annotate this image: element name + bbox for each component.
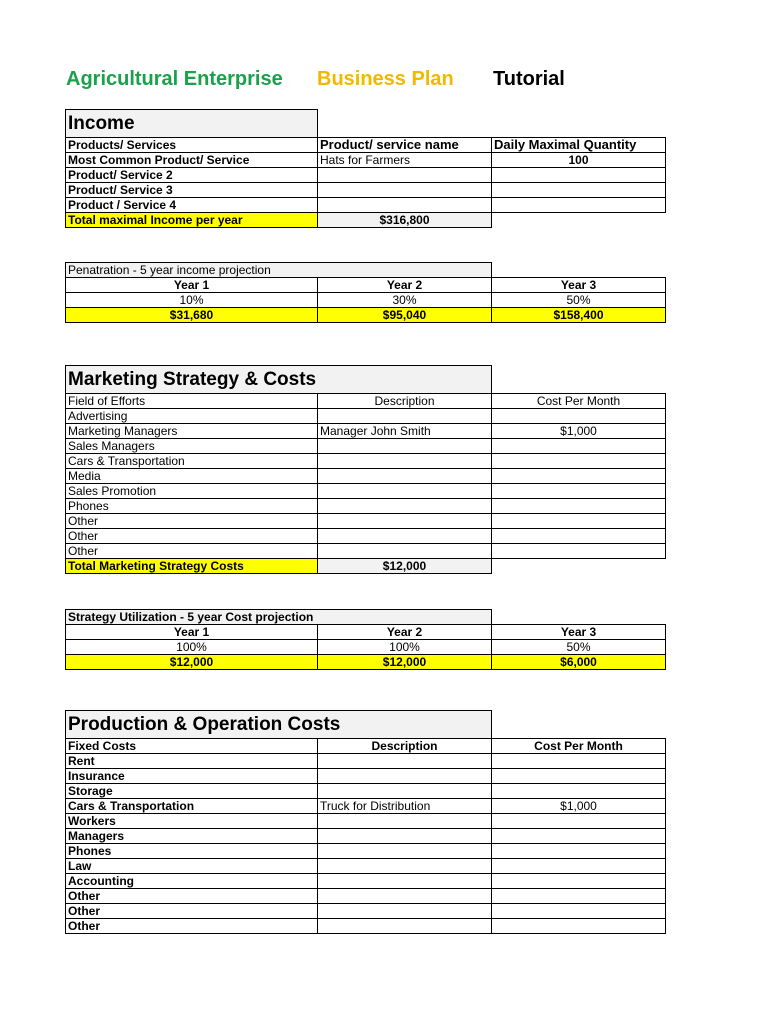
income-label-cell: Product/ Service 2 [66,168,318,183]
marketing-label-cell: Advertising [66,409,318,424]
production-cost-cell[interactable] [492,859,666,874]
marketing-desc-cell[interactable] [318,439,492,454]
marketing-cost-cell[interactable] [492,499,666,514]
production-heading: Production & Operation Costs [66,711,492,739]
marketing-row [66,544,666,559]
production-label-cell: Other [66,904,318,919]
production-label-cell: Managers [66,829,318,844]
production-row [66,754,666,769]
year-label: Year 1 [66,278,318,293]
marketing-table [65,365,666,574]
production-cost-cell[interactable] [492,754,666,769]
production-label-cell: Storage [66,784,318,799]
production-label-cell: Other [66,919,318,934]
production-row [66,904,666,919]
marketing-desc-cell[interactable] [318,499,492,514]
production-cost-cell[interactable] [492,769,666,784]
marketing-rows [66,409,666,559]
income-name-cell[interactable] [318,168,492,183]
production-row [66,829,666,844]
marketing-desc-cell[interactable] [318,409,492,424]
production-cost-cell[interactable] [492,784,666,799]
year-label: Year 3 [492,625,666,640]
production-label-cell: Workers [66,814,318,829]
marketing-label-cell: Cars & Transportation [66,454,318,469]
marketing-col-header: Field of Efforts [66,394,318,409]
marketing-desc-cell[interactable] [318,484,492,499]
amount-cell: $95,040 [318,308,492,323]
production-row [66,799,666,814]
year-label: Year 2 [318,278,492,293]
marketing-label-cell: Marketing Managers [66,424,318,439]
income-qty-cell[interactable]: 100 [492,153,666,168]
production-desc-cell[interactable] [318,754,492,769]
title-agricultural-enterprise: Agricultural Enterprise [66,68,283,90]
production-desc-cell[interactable] [318,904,492,919]
percent-cell[interactable]: 50% [492,293,666,308]
production-desc-cell[interactable] [318,814,492,829]
production-label-cell: Rent [66,754,318,769]
marketing-label-cell: Other [66,514,318,529]
marketing-label-cell: Sales Promotion [66,484,318,499]
income-rows [66,153,666,213]
production-desc-cell[interactable] [318,889,492,904]
production-table [65,710,666,934]
production-cost-cell[interactable] [492,889,666,904]
income-col-header: Daily Maximal Quantity [492,138,666,153]
production-cost-cell[interactable] [492,874,666,889]
income-row [66,198,666,213]
production-label-cell: Insurance [66,769,318,784]
production-desc-cell[interactable] [318,784,492,799]
production-label-cell: Phones [66,844,318,859]
production-row [66,784,666,799]
income-heading: Income [66,110,318,138]
marketing-row [66,424,666,439]
marketing-total-label: Total Marketing Strategy Costs [66,559,318,574]
penetration-table [65,262,666,323]
utilization-heading: Strategy Utilization - 5 year Cost projection [66,610,492,625]
percent-cell[interactable]: 100% [66,640,318,655]
marketing-label-cell: Other [66,529,318,544]
income-col-header: Products/ Services [66,138,318,153]
income-total-value[interactable]: $316,800 [318,213,492,228]
marketing-cost-cell[interactable] [492,484,666,499]
marketing-row [66,409,666,424]
marketing-desc-cell[interactable] [318,544,492,559]
income-name-cell[interactable] [318,183,492,198]
production-cost-cell[interactable]: $1,000 [492,799,666,814]
marketing-cost-cell[interactable] [492,439,666,454]
marketing-cost-cell[interactable] [492,544,666,559]
penetration-heading: Penatration - 5 year income projection [66,263,492,278]
utilization-table [65,609,666,670]
marketing-row [66,484,666,499]
production-row [66,889,666,904]
marketing-row [66,514,666,529]
marketing-cost-cell[interactable]: $1,000 [492,424,666,439]
production-col-header: Description [318,739,492,754]
marketing-cost-cell[interactable] [492,514,666,529]
marketing-label-cell: Phones [66,499,318,514]
production-cost-cell[interactable] [492,814,666,829]
year-label: Year 1 [66,625,318,640]
income-total-label: Total maximal Income per year [66,213,318,228]
marketing-desc-cell[interactable] [318,454,492,469]
production-row [66,859,666,874]
year-label: Year 2 [318,625,492,640]
marketing-cost-cell[interactable] [492,454,666,469]
income-row [66,168,666,183]
percent-cell[interactable]: 100% [318,640,492,655]
production-col-header: Fixed Costs [66,739,318,754]
marketing-col-header: Cost Per Month [492,394,666,409]
production-desc-cell[interactable] [318,769,492,784]
income-row [66,153,666,168]
production-rows [66,754,666,934]
production-cost-cell[interactable] [492,844,666,859]
marketing-row [66,454,666,469]
production-desc-cell[interactable] [318,859,492,874]
income-qty-cell[interactable] [492,198,666,213]
year-label: Year 3 [492,278,666,293]
income-col-header: Product/ service name [318,138,492,153]
amount-cell: $6,000 [492,655,666,670]
marketing-desc-cell[interactable] [318,469,492,484]
income-name-cell[interactable] [318,198,492,213]
production-row [66,919,666,934]
production-desc-cell[interactable]: Truck for Distribution [318,799,492,814]
percent-cell[interactable]: 10% [66,293,318,308]
production-desc-cell[interactable] [318,874,492,889]
production-desc-cell[interactable] [318,844,492,859]
production-label-cell: Accounting [66,874,318,889]
marketing-heading: Marketing Strategy & Costs [66,366,492,394]
amount-cell: $12,000 [66,655,318,670]
production-cost-cell[interactable] [492,829,666,844]
marketing-cost-cell[interactable] [492,409,666,424]
production-col-header: Cost Per Month [492,739,666,754]
income-label-cell: Product / Service 4 [66,198,318,213]
production-label-cell: Law [66,859,318,874]
marketing-row [66,469,666,484]
marketing-desc-cell[interactable] [318,529,492,544]
title-tutorial: Tutorial [493,68,565,90]
amount-cell: $158,400 [492,308,666,323]
marketing-row [66,529,666,544]
income-qty-cell[interactable] [492,183,666,198]
production-cost-cell[interactable] [492,919,666,934]
marketing-row [66,499,666,514]
marketing-label-cell: Sales Managers [66,439,318,454]
income-row [66,183,666,198]
income-label-cell: Most Common Product/ Service [66,153,318,168]
marketing-cost-cell[interactable] [492,469,666,484]
percent-cell[interactable]: 50% [492,640,666,655]
production-row [66,844,666,859]
income-name-cell[interactable]: Hats for Farmers [318,153,492,168]
marketing-label-cell: Media [66,469,318,484]
production-label-cell: Cars & Transportation [66,799,318,814]
production-row [66,769,666,784]
income-table [65,109,666,228]
amount-cell: $31,680 [66,308,318,323]
production-label-cell: Other [66,889,318,904]
production-row [66,814,666,829]
marketing-cost-cell[interactable] [492,529,666,544]
income-label-cell: Product/ Service 3 [66,183,318,198]
production-cost-cell[interactable] [492,904,666,919]
percent-cell[interactable]: 30% [318,293,492,308]
title-business-plan: Business Plan [317,68,454,90]
marketing-row [66,439,666,454]
production-desc-cell[interactable] [318,919,492,934]
marketing-total-value[interactable]: $12,000 [318,559,492,574]
marketing-col-header: Description [318,394,492,409]
amount-cell: $12,000 [318,655,492,670]
production-desc-cell[interactable] [318,829,492,844]
income-qty-cell[interactable] [492,168,666,183]
marketing-desc-cell[interactable]: Manager John Smith [318,424,492,439]
marketing-desc-cell[interactable] [318,514,492,529]
production-row [66,874,666,889]
marketing-label-cell: Other [66,544,318,559]
